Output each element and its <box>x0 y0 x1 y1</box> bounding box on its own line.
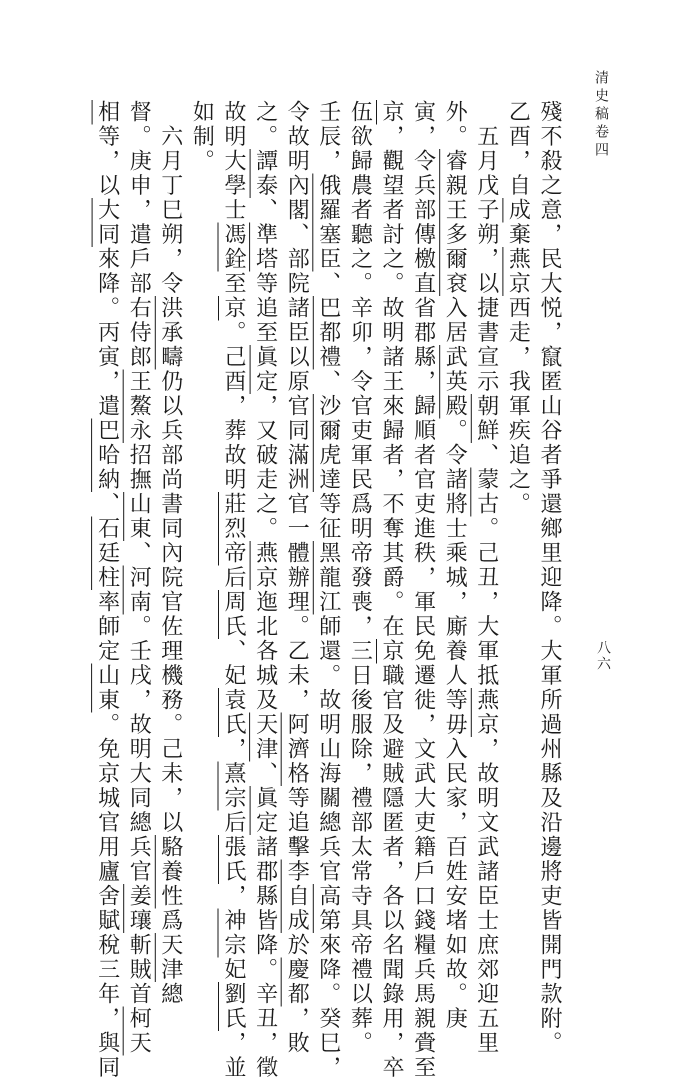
proper-noun: 京 <box>379 639 404 664</box>
text-run: 至 <box>221 272 246 297</box>
proper-noun: 劉氏 <box>221 982 246 1031</box>
text-column <box>538 100 560 980</box>
text-column <box>222 100 244 980</box>
text-run: 后 <box>221 811 246 836</box>
proper-noun: 準塔 <box>253 223 278 272</box>
text-run: 乙酉，自 <box>505 100 530 198</box>
text-run: 外。 <box>442 100 467 149</box>
proper-noun: 天津 <box>253 713 278 762</box>
text-run: 來降。癸巳， <box>316 933 341 1080</box>
text-run: 棄 <box>505 223 530 248</box>
proper-noun: 巴哈納 <box>95 419 120 493</box>
text-run: 、 <box>126 541 151 566</box>
text-run: 諸郡縣皆降。辛丑，徵 <box>253 835 278 1080</box>
text-run: 、妃 <box>221 639 246 688</box>
text-run: 壬辰， <box>316 100 341 174</box>
text-run: ， <box>221 884 246 909</box>
text-run: 、 <box>316 370 341 395</box>
proper-noun: 馮銓 <box>221 223 246 272</box>
text-run: ， <box>221 737 246 762</box>
text-run: ，故明文武諸臣士庶郊迎五里 <box>474 737 499 1056</box>
proper-noun: 燕京 <box>253 541 278 590</box>
proper-noun: 京 <box>221 296 246 321</box>
text-run: 斬賊首 <box>126 933 151 1007</box>
proper-noun: 洪承疇 <box>158 296 183 370</box>
text-run: 。壬戌，故明大同總兵官 <box>126 615 151 885</box>
text-run: 。己酉，葬故明 <box>221 321 246 493</box>
text-run: 殘不殺之意，民大悦，竄匿山谷者爭還鄉里迎降。大軍所過州縣及沿邊將吏皆開門款附。 <box>537 100 562 1056</box>
text-column <box>412 100 434 980</box>
text-column <box>127 100 149 980</box>
text-column <box>159 100 181 980</box>
proper-noun: 沙爾虎達 <box>316 394 341 492</box>
text-column <box>506 100 528 980</box>
proper-noun: 巴都禮 <box>316 296 341 370</box>
text-run: 故明大學士 <box>221 100 246 223</box>
text-run: 、 <box>253 198 278 223</box>
text-run: 西走，我軍疾追之。 <box>505 296 530 517</box>
text-run: 。免京城官用廬舍賦稅三年，與同 <box>95 713 120 1080</box>
proper-noun: 神宗 <box>221 909 246 958</box>
text-run: ，觀望者討之。故明諸王來歸者，不奪其爵。在 <box>379 125 404 640</box>
text-run: 入居 <box>442 296 467 345</box>
proper-noun: 莊烈帝 <box>221 492 246 566</box>
proper-noun: 京 <box>379 100 404 125</box>
text-run: 仍以兵部尚書同內院官佐理機務。己未，以 <box>158 370 183 836</box>
text-run: 師還。故明山海關總兵官 <box>316 615 341 885</box>
proper-noun: 阿濟格 <box>284 713 309 787</box>
proper-noun: 山東 <box>126 492 151 541</box>
text-run: 來降。丙寅，遣 <box>95 247 120 419</box>
proper-noun: 眞定 <box>253 786 278 835</box>
text-run: 招撫 <box>126 443 151 492</box>
text-column <box>96 100 118 980</box>
text-run: 后 <box>221 566 246 591</box>
text-run: 五月戊子朔，以捷書宣示 <box>474 100 499 394</box>
text-run: ，並 <box>221 1031 246 1080</box>
page-number: 八六 <box>596 640 610 672</box>
text-column <box>380 100 402 980</box>
proper-noun: 武英殿 <box>442 345 467 419</box>
text-run: 伍欲歸農者聽之。辛卯，令官吏軍民爲明帝發喪，三日後服除，禮部太常寺具帝禮以葬。 <box>347 100 372 1056</box>
proper-noun: 高第 <box>316 884 341 933</box>
text-run: 妃 <box>221 958 246 983</box>
text-run: 。己丑，大軍抵 <box>474 517 499 689</box>
proper-noun: 大同 <box>95 198 120 247</box>
text-column <box>254 100 276 980</box>
text-run: 之。 <box>253 100 278 149</box>
proper-noun: 袁氏 <box>221 688 246 737</box>
text-column <box>190 100 212 980</box>
proper-noun: 張氏 <box>221 835 246 884</box>
text-run: 如制。 <box>189 100 214 174</box>
text-run: 於 <box>284 933 309 958</box>
proper-noun: 山東 <box>95 664 120 713</box>
text-run: ，又破走之。 <box>253 394 278 541</box>
text-run: 、 <box>253 762 278 787</box>
text-run: 率師定 <box>95 590 120 664</box>
text-run: 、 <box>95 492 120 517</box>
text-run: 總 <box>158 982 183 1007</box>
text-run: 職官及避賊隱匿者，各以名聞錄用，卒 <box>379 664 404 1080</box>
text-run: ，敗 <box>284 1007 309 1056</box>
proper-noun: 李自成 <box>284 860 309 934</box>
text-run: 等征 <box>316 492 341 541</box>
proper-noun: 熹宗 <box>221 762 246 811</box>
proper-noun: 天津 <box>158 933 183 982</box>
text-run: 、 <box>474 443 499 468</box>
proper-noun: 朝鮮 <box>474 394 499 443</box>
text-run: 。令諸將士乘城，廝養人等毋入民家，百姓安堵如故。庚 <box>442 419 467 1032</box>
text-run: 寅，令兵部傳檄直省郡縣，歸順者官吏進秩，軍民免遷徙，文武大吏籍戶口錢糧兵馬親賫至 <box>411 100 436 1080</box>
proper-noun: 相 <box>95 100 120 125</box>
proper-noun: 石廷柱 <box>95 517 120 591</box>
text-run: 爲 <box>158 909 183 934</box>
proper-noun: 周氏 <box>221 590 246 639</box>
proper-noun: 蒙古 <box>474 468 499 517</box>
running-head-title: 清史稿卷四 <box>594 70 608 160</box>
proper-noun: 黑龍江 <box>316 541 341 615</box>
text-run: 六月丁巳朔，令 <box>158 100 183 296</box>
text-run: 等追擊 <box>284 786 309 860</box>
proper-noun: 譚泰 <box>253 149 278 198</box>
text-column <box>348 100 370 980</box>
proper-noun: 成 <box>505 198 530 223</box>
text-run: 等追至 <box>253 272 278 346</box>
text-column <box>285 100 307 980</box>
text-run: 令故明內閣、部院諸臣以原官同滿洲官一體辦理。乙未， <box>284 100 309 713</box>
proper-noun: 王鰲永 <box>126 370 151 444</box>
proper-noun: 睿親王多爾袞 <box>442 149 467 296</box>
proper-noun: 燕京 <box>505 247 530 296</box>
proper-noun: 河南 <box>126 566 151 615</box>
text-column <box>443 100 465 980</box>
text-column <box>317 100 339 980</box>
proper-noun: 燕京 <box>474 688 499 737</box>
proper-noun: 慶都 <box>284 958 309 1007</box>
text-run: 迤北各城及 <box>253 590 278 713</box>
text-run: 等，以 <box>95 125 120 199</box>
proper-noun: 駱養性 <box>158 835 183 909</box>
proper-noun: 眞定 <box>253 345 278 394</box>
text-run: 督。庚申，遣戶部右侍郎 <box>126 100 151 370</box>
proper-noun: 姜瓖 <box>126 884 151 933</box>
proper-noun: 柯天 <box>126 1007 151 1056</box>
proper-noun: 俄羅塞臣 <box>316 174 341 272</box>
text-run: 、 <box>316 272 341 297</box>
text-column <box>475 100 497 980</box>
